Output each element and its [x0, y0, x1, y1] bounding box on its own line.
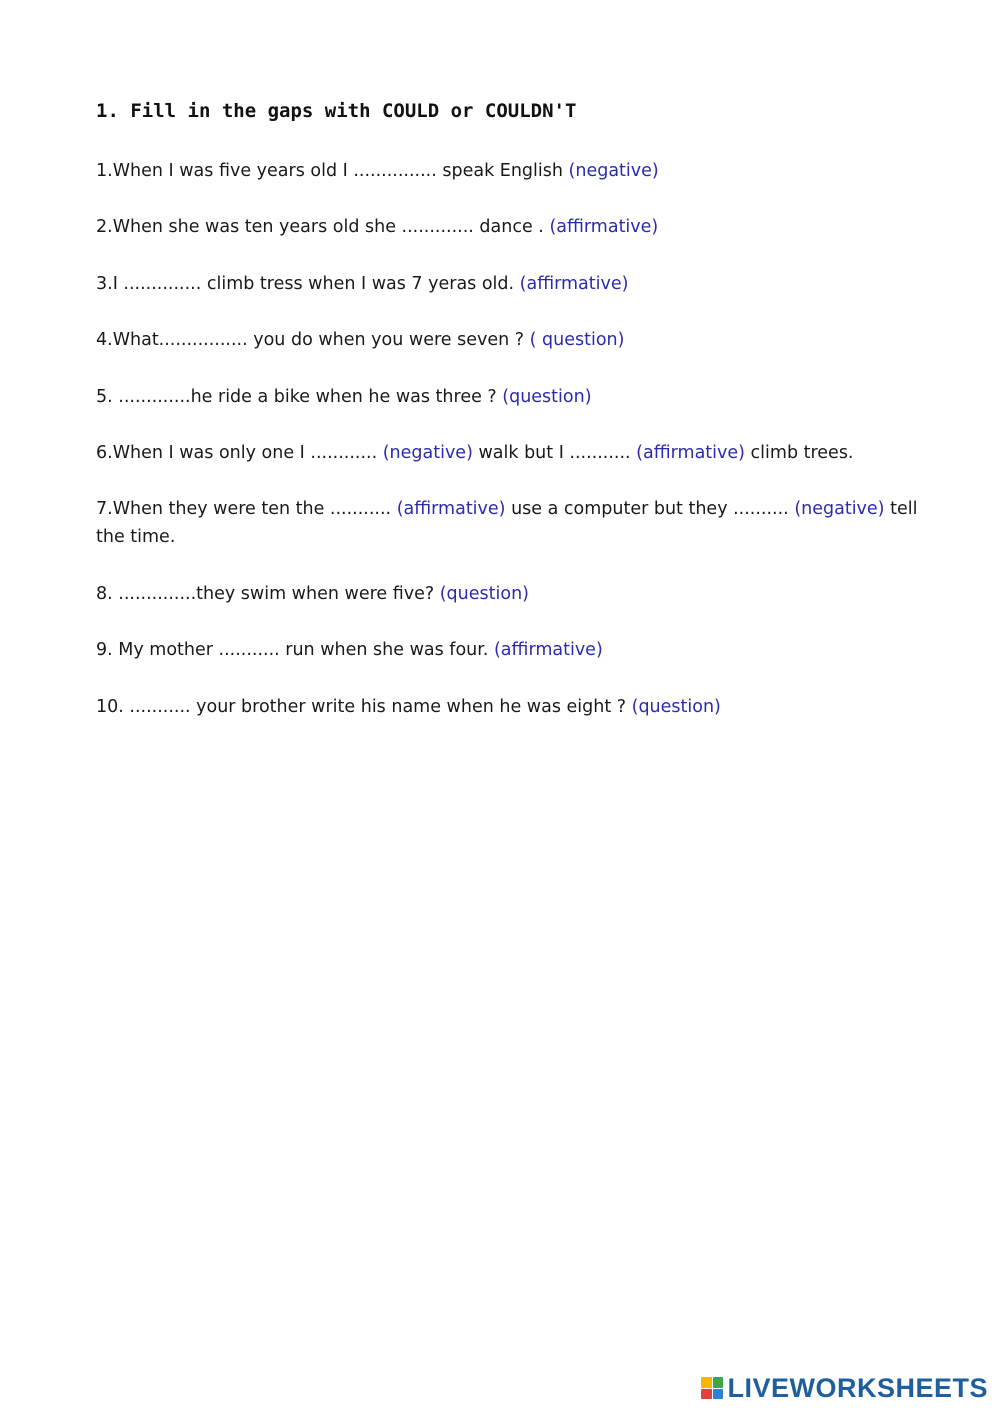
item-text: 7.When they were ten the ........... [96, 499, 397, 520]
item-text: 6.When I was only one I ............ [96, 442, 383, 463]
item-hint: (negative) [568, 161, 659, 181]
item-hint: (affirmative) [493, 640, 603, 661]
exercise-item-6 [96, 439, 936, 467]
exercise-list [96, 157, 936, 749]
liveworksheets-logo [701, 1373, 988, 1403]
item-hint: ( question) [529, 330, 625, 351]
item-hint: (affirmative) [396, 499, 506, 520]
item-text: tell the time. [96, 499, 918, 548]
exercise-item-7 [96, 495, 936, 551]
item-text: 8. ..............they swim when were five? [96, 583, 440, 604]
exercise-item-1 [96, 157, 936, 185]
item-text: 9. My mother ........... run when she was four. [96, 640, 494, 661]
item-text: 2.When she was ten years old she ............. dance . [96, 217, 550, 238]
item-text: use a computer but they .......... [505, 499, 795, 520]
exercise-item-4 [96, 326, 936, 354]
item-hint: (affirmative) [549, 217, 659, 238]
exercise-item-10 [96, 693, 936, 721]
item-text: 3.I .............. climb tress when I was 7 yeras old. [96, 273, 520, 294]
item-hint: (affirmative) [636, 442, 745, 463]
exercise-item-9 [96, 636, 936, 664]
item-text: 1.When I was five years old I ............... speak English [96, 161, 569, 181]
item-hint: (question) [439, 583, 529, 604]
item-hint: (question) [502, 386, 592, 407]
exercise-item-2 [96, 213, 936, 241]
item-text: climb trees. [744, 442, 854, 463]
item-text: 10. ........... your brother write his name when he was eight ? [96, 696, 632, 717]
item-hint: (negative) [382, 442, 473, 463]
logo-text: LIVEWORKSHEETS [727, 1372, 988, 1403]
item-text: 5. .............he ride a bike when he was three ? [96, 386, 503, 407]
item-hint: (question) [631, 696, 721, 717]
exercise-title: 1. Fill in the gaps with COULD or COULDN'T [96, 100, 577, 122]
item-text: walk but I ........... [472, 442, 637, 463]
exercise-item-5 [96, 383, 936, 411]
exercise-item-8 [96, 580, 936, 608]
item-text: 4.What................ you do when you were seven ? [96, 330, 530, 351]
item-hint: (affirmative) [519, 273, 629, 294]
item-hint: (negative) [794, 499, 885, 520]
exercise-item-3 [96, 270, 936, 298]
logo-squares-icon [701, 1377, 723, 1399]
